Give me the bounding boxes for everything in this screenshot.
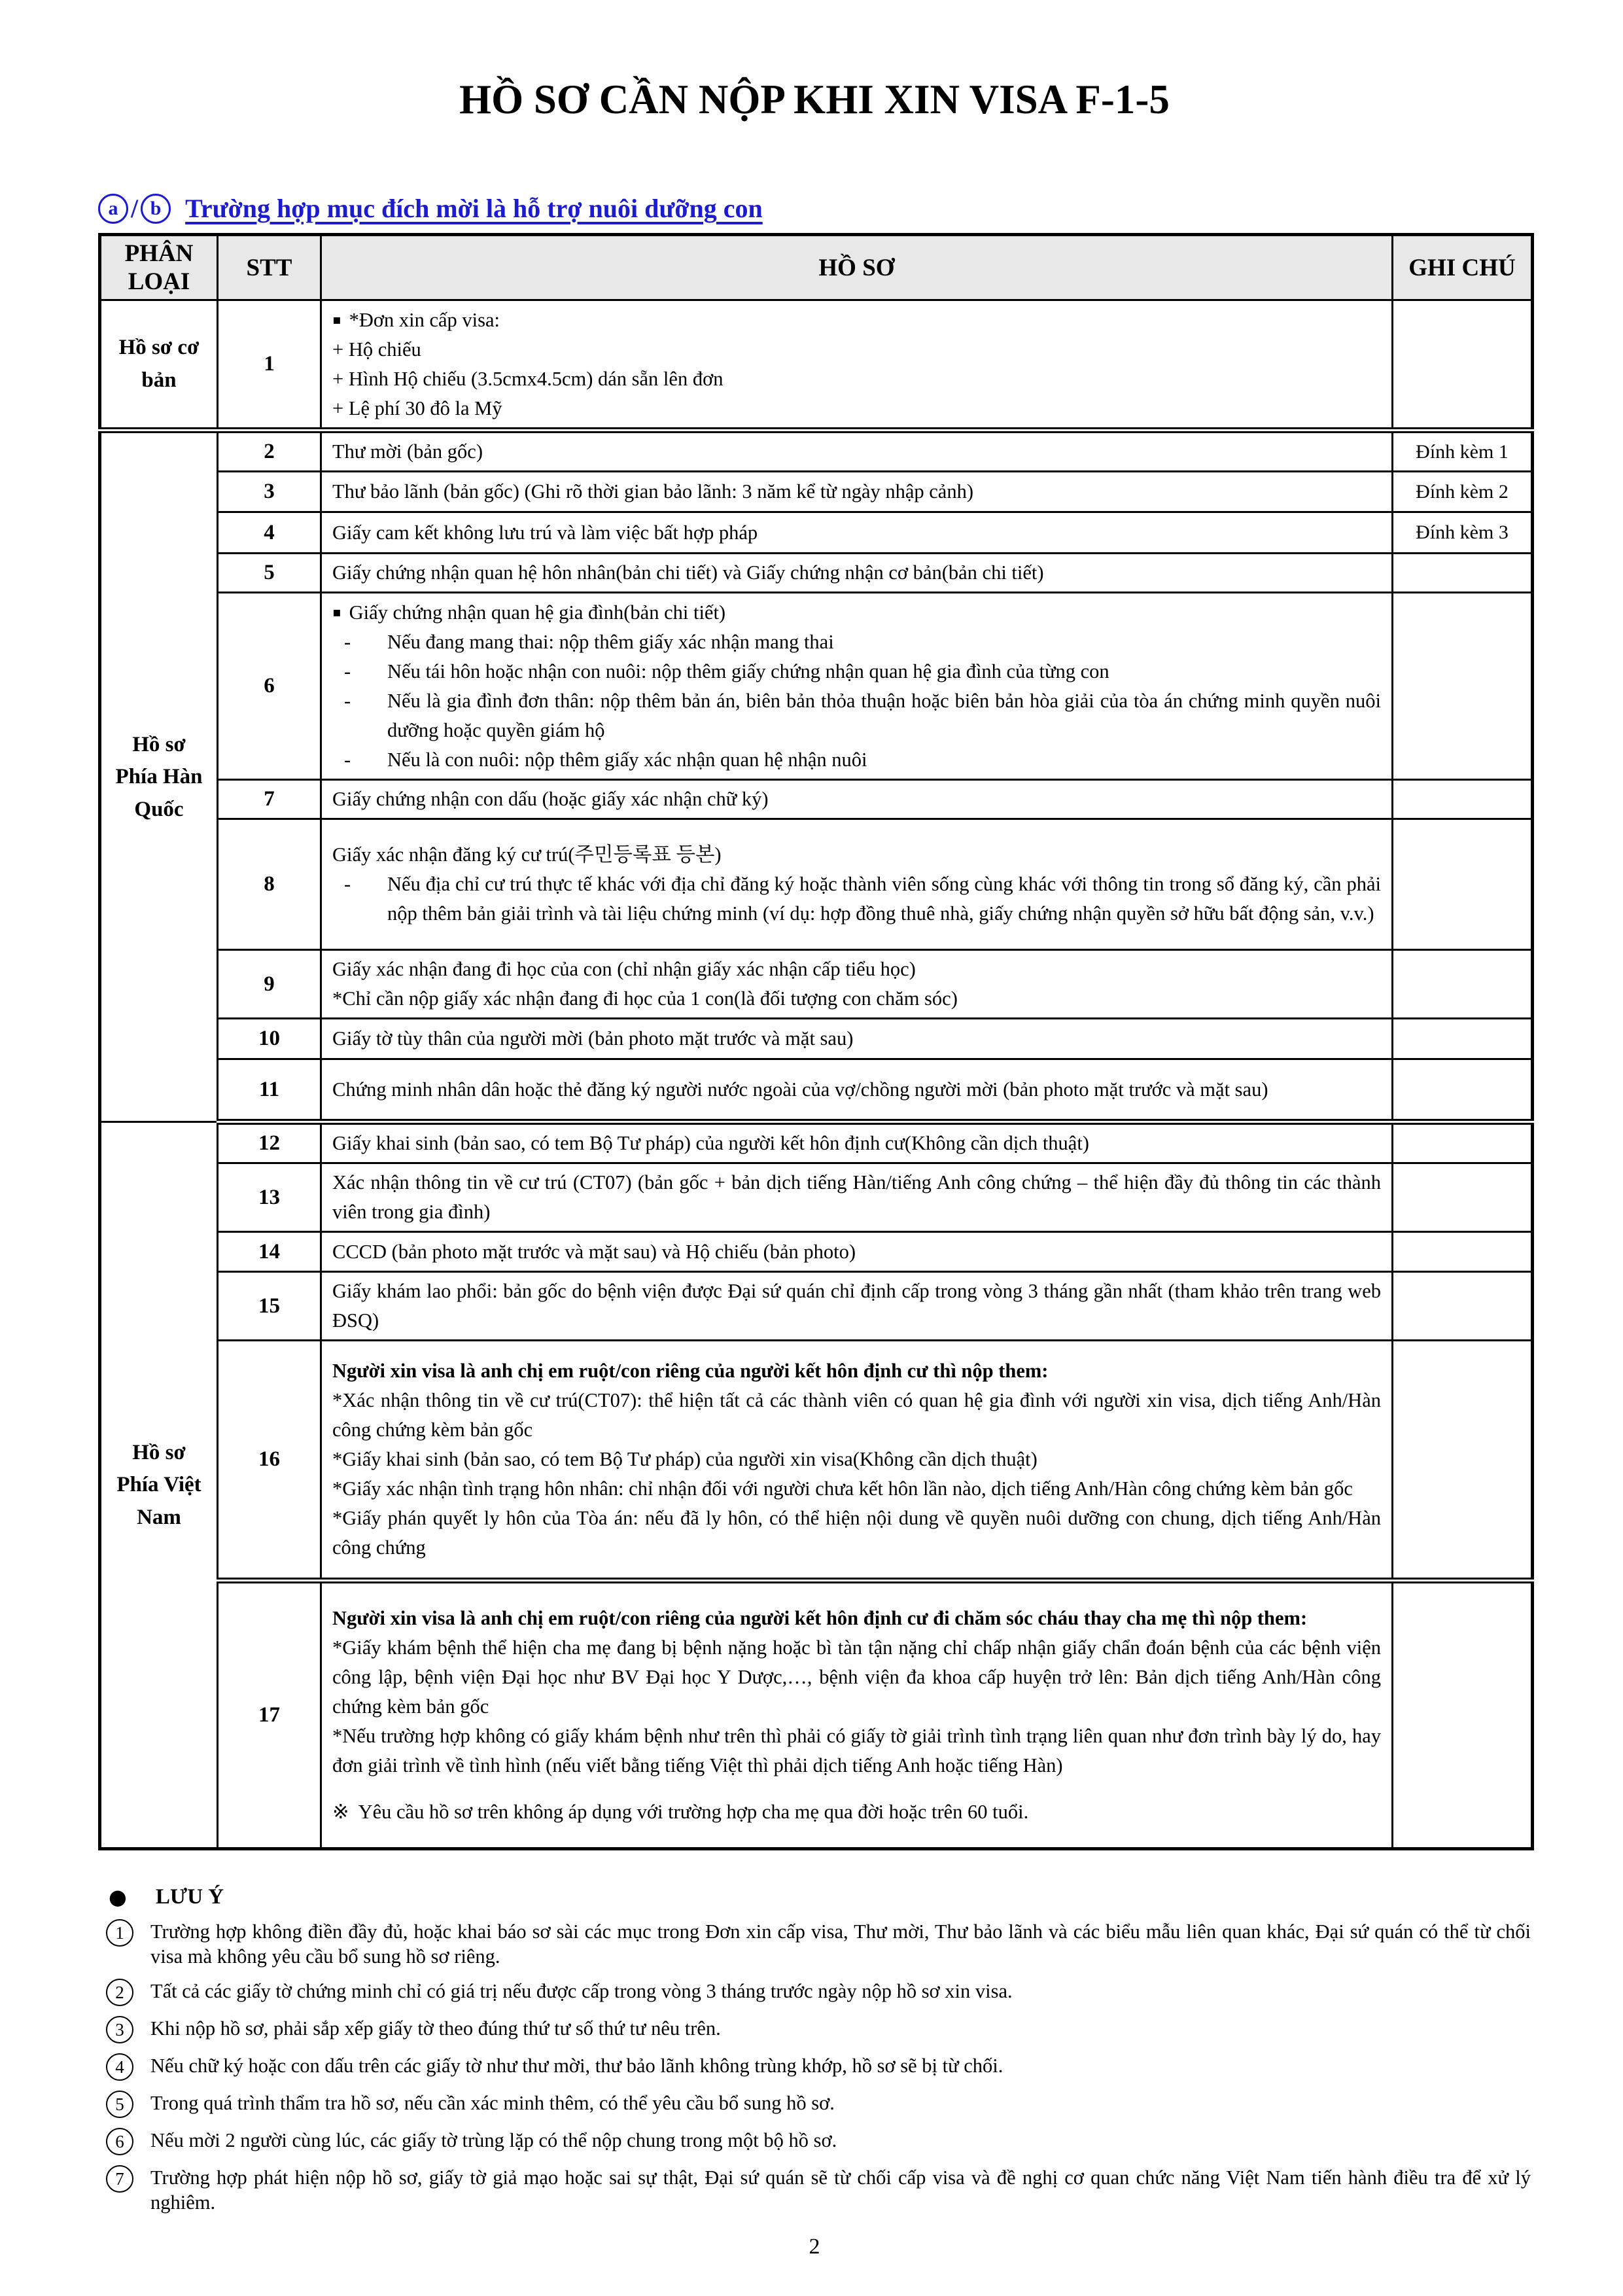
remark-cell: Đính kèm 3 <box>1393 512 1533 554</box>
note-text: Trường hợp phát hiện nộp hồ sơ, giấy tờ giả mạo hoặc sai sự thật, Đại sứ quán sẽ từ chối cấp visa và đề nghị cơ quan chức năng Việt Nam tiến hành điều tra để xử lý nghiêm. <box>150 2166 1531 2214</box>
table-row <box>100 554 1533 593</box>
document-line <box>332 1474 1381 1504</box>
stt-cell: 11 <box>218 1059 321 1122</box>
document-line <box>332 1129 1381 1158</box>
document-line-text: *Giấy khai sinh (bản sao, có tem Bộ Tư pháp) của người xin visa(Không cần dịch thuật) <box>332 1448 1038 1471</box>
header-documents: HỒ SƠ <box>321 235 1393 300</box>
circled-number-badge: 6 <box>106 2128 133 2155</box>
document-line <box>332 745 1381 775</box>
circled-b-badge: b <box>141 194 171 224</box>
page-number: 2 <box>809 2234 820 2259</box>
document-line-text: *Giấy xác nhận tình trạng hôn nhân: chỉ nhận đối với người chưa kết hôn lần nào, dịch tiếng Anh/Hàn công chứng kèm bản gốc <box>332 1477 1353 1500</box>
document-line <box>332 597 1381 627</box>
document-line <box>332 1168 1381 1227</box>
remark-cell <box>1393 554 1533 593</box>
document-line-text: Giấy chứng nhận quan hệ gia đình(bản chi tiết) <box>349 601 726 624</box>
remark-cell <box>1393 1059 1533 1122</box>
document-line-text: *Xác nhận thông tin về cư trú(CT07): thể hiện tất cả các thành viên có quan hệ gia đình với người xin visa, dịch tiếng Anh/Hàn công chứng kèm bản gốc <box>332 1389 1381 1441</box>
note-text: Nếu mời 2 người cùng lúc, các giấy tờ trùng lặp có thể nộp chung trong một bộ hồ sơ. <box>150 2129 837 2152</box>
header-category: PHÂN LOẠI <box>100 235 218 300</box>
document-line-text: Thư bảo lãnh (bản gốc) (Ghi rõ thời gian bảo lãnh: 3 năm kể từ ngày nhập cảnh) <box>332 480 974 503</box>
remark-cell <box>1393 1163 1533 1232</box>
document-cell <box>321 472 1393 512</box>
document-line-text: Giấy khai sinh (bản sao, có tem Bộ Tư pháp) của người kết hôn định cư(Không cần dịch thuật) <box>332 1132 1089 1155</box>
document-line <box>332 1386 1381 1445</box>
remark-cell <box>1393 593 1533 780</box>
document-line-text: Giấy khám lao phổi: bản gốc do bệnh viện được Đại sứ quán chỉ định cấp trong vòng 3 tháng gần nhất (tham khảo trên trang web ĐSQ) <box>332 1280 1381 1332</box>
document-line <box>332 840 1381 870</box>
document-line <box>332 1277 1381 1335</box>
document-line <box>332 394 1381 423</box>
document-cell <box>321 1059 1393 1122</box>
stt-cell: 17 <box>218 1581 321 1849</box>
document-cell <box>321 1122 1393 1163</box>
notes-heading <box>98 1884 1531 1909</box>
note-item <box>98 1919 1531 1969</box>
table-header-row <box>100 235 1533 300</box>
document-line-text: Giấy chứng nhận con dấu (hoặc giấy xác nhận chữ ký) <box>332 788 769 811</box>
document-line <box>332 477 1381 506</box>
table-row <box>100 1581 1533 1849</box>
remark-cell <box>1393 1581 1533 1849</box>
document-line-text: Giấy xác nhận đang đi học của con (chỉ nhận giấy xác nhận cấp tiểu học) <box>332 958 916 981</box>
remark-cell: Đính kèm 1 <box>1393 431 1533 472</box>
document-line-text: Thư mời (bản gốc) <box>332 440 483 463</box>
stt-cell: 16 <box>218 1341 321 1581</box>
circled-number-badge: 3 <box>106 2016 133 2043</box>
table-row <box>100 512 1533 554</box>
stt-cell: 13 <box>218 1163 321 1232</box>
table-row <box>100 300 1533 431</box>
document-line-text: *Chỉ cần nộp giấy xác nhận đang đi học của 1 con(là đối tượng con chăm sóc) <box>332 987 958 1010</box>
remark-cell <box>1393 300 1533 431</box>
document-line-text: Giấy cam kết không lưu trú và làm việc bất hợp pháp <box>332 521 758 544</box>
stt-cell: 2 <box>218 431 321 472</box>
remark-cell <box>1393 1019 1533 1059</box>
remark-cell <box>1393 1272 1533 1341</box>
document-line-text: + Hình Hộ chiếu (3.5cmx4.5cm) dán sẵn lên đơn <box>332 368 724 391</box>
remark-cell <box>1393 819 1533 950</box>
document-line-text: Xác nhận thông tin về cư trú (CT07) (bản gốc + bản dịch tiếng Hàn/tiếng Anh công chứng – thể hiện đầy đủ thông tin các thành viên trong gia đình) <box>332 1171 1381 1224</box>
document-cell <box>321 431 1393 472</box>
document-cell <box>321 554 1393 593</box>
document-line-text: Nếu đang mang thai: nộp thêm giấy xác nhận mang thai <box>387 631 834 654</box>
remark-cell <box>1393 780 1533 819</box>
document-line <box>332 1633 1381 1722</box>
document-line <box>332 1075 1381 1104</box>
stt-cell: 1 <box>218 300 321 431</box>
document-line <box>332 1445 1381 1474</box>
stt-cell: 6 <box>218 593 321 780</box>
circled-number-badge: 7 <box>106 2165 133 2193</box>
note-text: Tất cả các giấy tờ chứng minh chỉ có giá trị nếu được cấp trong vòng 3 tháng trước ngày nộp hồ sơ xin visa. <box>150 1980 1013 2003</box>
document-line-text: *Giấy khám bệnh thể hiện cha mẹ đang bị bệnh nặng hoặc bì tàn tận nặng chỉ chấp nhận giấy chẩn đoán bệnh của các bệnh viện công lập, bệnh viện Đại học như BV Đại học Y Dược,…, bệnh viện đa khoa cấp huyện trở lên: Bản dịch tiếng Anh/Hàn công chứng kèm bản gốc <box>332 1636 1381 1718</box>
document-line-text: Chứng minh nhân dân hoặc thẻ đăng ký người nước ngoài của vợ/chồng người mời (bản photo mặt trước và mặt sau) <box>332 1078 1268 1101</box>
table-row <box>100 1122 1533 1163</box>
document-line <box>332 870 1381 928</box>
stt-cell: 7 <box>218 780 321 819</box>
remark-cell <box>1393 950 1533 1019</box>
note-text: Nếu chữ ký hoặc con dấu trên các giấy tờ như thư mời, thư bảo lãnh không trùng khớp, hồ sơ sẽ bị từ chối. <box>150 2055 1003 2077</box>
document-cell <box>321 512 1393 554</box>
document-cell <box>321 1341 1393 1581</box>
circled-number-badge: 2 <box>106 1979 133 2006</box>
badge-separator: / <box>131 194 139 224</box>
note-item <box>98 2016 1531 2043</box>
circled-number-badge: 5 <box>106 2091 133 2118</box>
document-line <box>332 1237 1381 1267</box>
note-item <box>98 2128 1531 2155</box>
remark-cell <box>1393 1232 1533 1272</box>
document-line <box>332 785 1381 814</box>
document-line <box>332 437 1381 467</box>
document-cell <box>321 819 1393 950</box>
document-line-text: Người xin visa là anh chị em ruột/con riêng của người kết hôn định cư đi chăm sóc cháu thay cha mẹ thì nộp them: <box>332 1607 1308 1630</box>
round-bullet-icon: ● <box>109 1884 127 1910</box>
document-line <box>332 1604 1381 1633</box>
table-row <box>100 1163 1533 1232</box>
circled-number-badge: 4 <box>106 2053 133 2081</box>
remark-cell <box>1393 1122 1533 1163</box>
document-line-text: *Giấy phán quyết ly hôn của Tòa án: nếu đã ly hôn, có thể hiện nội dung về quyền nuôi dưỡng con chung, dịch tiếng Anh/Hàn công chứng <box>332 1507 1381 1559</box>
document-line <box>332 305 1381 335</box>
stt-cell: 8 <box>218 819 321 950</box>
document-line <box>332 364 1381 394</box>
circled-number-badge: 1 <box>106 1919 133 1947</box>
table-row <box>100 1341 1533 1581</box>
document-line-text: Nếu tái hôn hoặc nhận con nuôi: nộp thêm giấy chứng nhận quan hệ gia đình của từng con <box>387 660 1109 683</box>
stt-cell: 9 <box>218 950 321 1019</box>
remark-cell <box>1393 1341 1533 1581</box>
table-row <box>100 780 1533 819</box>
document-line <box>332 984 1381 1014</box>
document-line <box>332 686 1381 745</box>
stt-cell: 3 <box>218 472 321 512</box>
document-line-text: Nếu là gia đình đơn thân: nộp thêm bản án, biên bản thỏa thuận hoặc biên bản hòa giải của tòa án chứng minh quyền nuôi dưỡng hoặc quyền giám hộ <box>387 690 1381 742</box>
document-line-text: *Đơn xin cấp visa: <box>349 309 500 332</box>
square-bullet-icon: ▪ <box>332 604 341 620</box>
dash-icon: - <box>344 873 351 896</box>
category-cell: Hồ sơ Phía Việt Nam <box>100 1122 218 1849</box>
stt-cell: 12 <box>218 1122 321 1163</box>
table-row <box>100 472 1533 512</box>
document-line-text: Giấy chứng nhận quan hệ hôn nhân(bản chi tiết) và Giấy chứng nhận cơ bản(bản chi tiết) <box>332 561 1044 584</box>
circled-a-badge: a <box>98 194 128 224</box>
document-cell <box>321 1019 1393 1059</box>
document-cell <box>321 1232 1393 1272</box>
document-line-text: Giấy tờ tùy thân của người mời (bản photo mặt trước và mặt sau) <box>332 1027 854 1050</box>
document-cell <box>321 1163 1393 1232</box>
note-item <box>98 2053 1531 2081</box>
document-line-text: Nếu là con nuôi: nộp thêm giấy xác nhận quan hệ nhận nuôi <box>387 749 867 771</box>
document-line <box>332 1356 1381 1386</box>
header-remarks: GHI CHÚ <box>1393 235 1533 300</box>
table-row <box>100 950 1533 1019</box>
document-line <box>332 335 1381 364</box>
table-row <box>100 431 1533 472</box>
document-line <box>332 955 1381 984</box>
document-line-text: + Lệ phí 30 đô la Mỹ <box>332 397 502 420</box>
document-line-text: Giấy xác nhận đăng ký cư trú(주민등록표 등본) <box>332 843 722 866</box>
reference-mark-icon: ※ <box>332 1801 349 1824</box>
stt-cell: 5 <box>218 554 321 593</box>
remark-cell: Đính kèm 2 <box>1393 472 1533 512</box>
category-cell: Hồ sơ cơ bản <box>100 300 218 431</box>
section-heading <box>98 193 1531 224</box>
page-title: HỒ SƠ CẦN NỘP KHI XIN VISA F-1-5 <box>459 77 1170 122</box>
notes-heading-label: LƯU Ý <box>155 1884 224 1909</box>
document-line <box>332 1722 1381 1780</box>
document-line <box>332 657 1381 686</box>
document-cell <box>321 780 1393 819</box>
notes-section <box>98 1884 1531 2215</box>
square-bullet-icon: ▪ <box>332 311 341 328</box>
document-cell <box>321 1581 1393 1849</box>
header-stt: STT <box>218 235 321 300</box>
document-line-text: *Nếu trường hợp không có giấy khám bệnh như trên thì phải có giấy tờ giải trình tình trạng liên quan như đơn trình bày lý do, hay đơn giải trình về tình hình (nếu viết bằng tiếng Việt thì phải dịch tiếng Anh hoặc tiếng Hàn) <box>332 1725 1381 1777</box>
document-line <box>332 518 1381 548</box>
document-line-text: CCCD (bản photo mặt trước và mặt sau) và Hộ chiếu (bản photo) <box>332 1240 856 1263</box>
dash-icon: - <box>344 749 351 771</box>
documents-table <box>98 233 1534 1850</box>
table-row <box>100 1019 1533 1059</box>
note-text: Trong quá trình thẩm tra hồ sơ, nếu cần xác minh thêm, có thể yêu cầu bổ sung hồ sơ. <box>150 2092 835 2115</box>
note-item <box>98 2165 1531 2215</box>
document-cell <box>321 300 1393 431</box>
notes-list <box>98 1919 1531 2215</box>
dash-icon: - <box>344 631 351 654</box>
table-row <box>100 1272 1533 1341</box>
document-cell <box>321 950 1393 1019</box>
table-row <box>100 1059 1533 1122</box>
table-row <box>100 819 1533 950</box>
note-text: Khi nộp hồ sơ, phải sắp xếp giấy tờ theo đúng thứ tư số thứ tư nêu trên. <box>150 2017 721 2040</box>
document-line <box>332 1024 1381 1053</box>
document-line-text: Nếu địa chỉ cư trú thực tế khác với địa chỉ đăng ký hoặc thành viên sống cùng khác với thông tin trong sổ đăng ký, cần phải nộp thêm bản giải trình và tài liệu chứng minh (ví dụ: hợp đồng thuê nhà, giấy chứng nhận quyền sở hữu bất động sản, v.v.) <box>387 873 1381 925</box>
dash-icon: - <box>344 660 351 683</box>
note-item <box>98 2091 1531 2118</box>
document-cell <box>321 593 1393 780</box>
document-line <box>332 558 1381 588</box>
document-line <box>332 1797 1381 1827</box>
document-line <box>332 1504 1381 1563</box>
document-cell <box>321 1272 1393 1341</box>
dash-icon: - <box>344 690 351 713</box>
stt-cell: 4 <box>218 512 321 554</box>
stt-cell: 14 <box>218 1232 321 1272</box>
table-row <box>100 1232 1533 1272</box>
document-line-text: Người xin visa là anh chị em ruột/con riêng của người kết hôn định cư thì nộp them: <box>332 1360 1049 1383</box>
note-item <box>98 1979 1531 2006</box>
category-cell: Hồ sơ Phía Hàn Quốc <box>100 431 218 1122</box>
document-line <box>332 627 1381 657</box>
document-line-text: + Hộ chiếu <box>332 338 421 361</box>
stt-cell: 15 <box>218 1272 321 1341</box>
section-heading-text: Trường hợp mục đích mời là hỗ trợ nuôi dưỡng con <box>185 194 763 224</box>
document-line-text: Yêu cầu hồ sơ trên không áp dụng với trường hợp cha mẹ qua đời hoặc trên 60 tuổi. <box>358 1801 1029 1824</box>
stt-cell: 10 <box>218 1019 321 1059</box>
table-row <box>100 593 1533 780</box>
note-text: Trường hợp không điền đầy đủ, hoặc khai báo sơ sài các mục trong Đơn xin cấp visa, Thư mời, Thư bảo lãnh và các biểu mẫu liên quan khác, Đại sứ quán có thể từ chối visa mà không yêu cầu bổ sung hồ sơ riêng. <box>150 1920 1531 1968</box>
